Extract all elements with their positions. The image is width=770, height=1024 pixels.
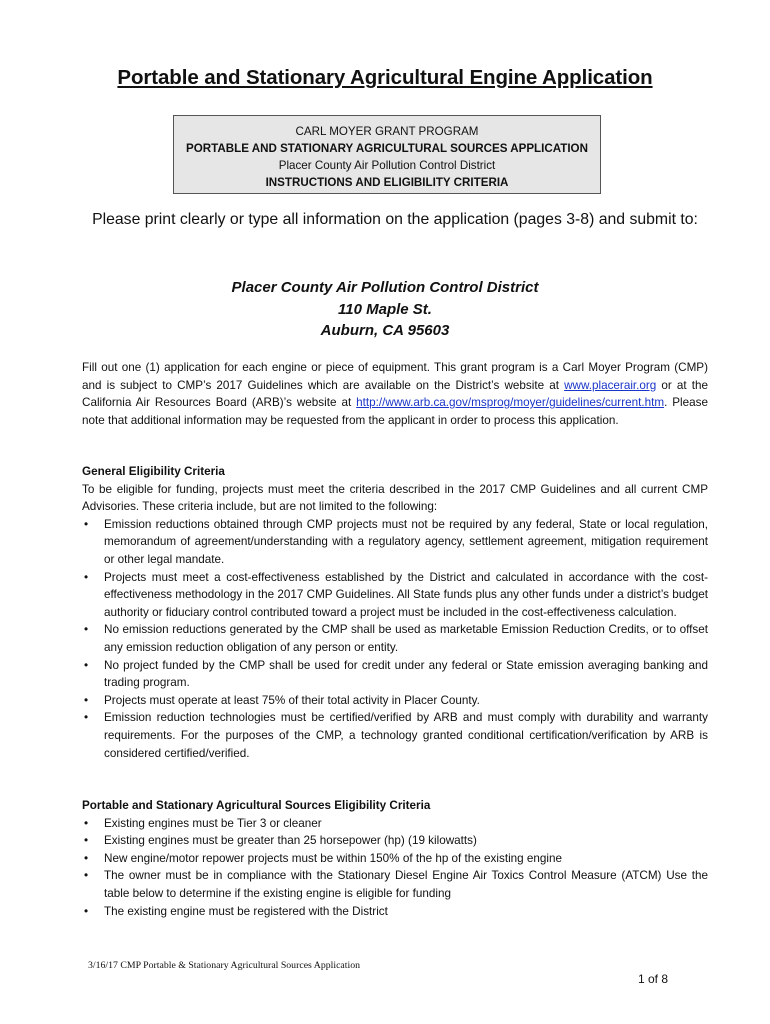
program-name: CARL MOYER GRANT PROGRAM <box>295 125 479 138</box>
address-city: Auburn, CA 95603 <box>320 322 450 339</box>
intro-text-3: . Please note that additional information may be requested from the applicant in order to process this application. <box>82 396 708 427</box>
document-title: Portable and Stationary Agricultural Engine Application <box>117 66 653 89</box>
portable-eligibility-section <box>82 797 708 920</box>
list-item: • New engine/motor repower projects must be within 150% of the hp of the existing engine <box>82 850 708 868</box>
list-item: • The existing engine must be registered with the District <box>82 903 708 921</box>
list-item: • Existing engines must be greater than 25 horsepower (hp) (19 kilowatts) <box>82 832 708 850</box>
portable-eligibility-list <box>82 815 708 921</box>
list-item: • Existing engines must be Tier 3 or cleaner <box>82 815 708 833</box>
district-name: Placer County Air Pollution Control District <box>278 159 496 172</box>
intro-paragraph <box>82 359 708 429</box>
program-header-box <box>173 115 601 194</box>
bullet-dot: • <box>84 816 89 830</box>
application-type: PORTABLE AND STATIONARY AGRICULTURAL SOURCES APPLICATION <box>186 142 588 155</box>
placerair-link[interactable]: www.placerair.org <box>564 378 657 392</box>
section-label: INSTRUCTIONS AND ELIGIBILITY CRITERIA <box>265 176 509 189</box>
list-item: • No project funded by the CMP shall be used for credit under any federal or State emission averaging banking and trading program. <box>84 658 708 690</box>
bullet-dot: • <box>84 851 89 865</box>
general-eligibility-heading: General Eligibility Criteria <box>82 465 225 478</box>
bullet-dot: • <box>84 570 89 584</box>
bullet-dot: • <box>84 869 89 883</box>
general-eligibility-intro: To be eligible for funding, projects must meet the criteria described in the 2017 CMP Guidelines and all current CMP Advisories. These criteria include, but are not limited to the following: <box>82 482 708 514</box>
mailing-address <box>0 277 770 342</box>
page-footer: 3/16/17 CMP Portable & Stationary Agricultural Sources Application <box>88 960 361 971</box>
intro-text-2: or at the California Air Resources Board (ARB)’s website at <box>82 378 708 410</box>
bullet-dot: • <box>84 658 89 672</box>
arb-guidelines-link[interactable]: http://www.arb.ca.gov/msprog/moyer/guidelines/current.htm <box>356 396 665 410</box>
address-org: Placer County Air Pollution Control District <box>231 279 539 296</box>
bullet-dot: • <box>84 693 89 707</box>
list-item: • The owner must be in compliance with the Stationary Diesel Engine Air Toxics Control Measure (ATCM) Use the table below to determine if the existing engine is eligible for funding <box>84 869 708 900</box>
bullet-dot: • <box>84 517 89 531</box>
bullet-dot: • <box>84 834 89 848</box>
intro-text-1: Fill out one (1) application for each engine or piece of equipment. This grant program is a Carl Moyer Program (CMP) and is subject to CMP’s 2017 Guidelines which are available on the District’s website at <box>82 361 708 392</box>
general-eligibility-section <box>82 463 708 762</box>
bullet-dot: • <box>84 623 89 637</box>
bullet-dot: • <box>84 904 89 918</box>
list-item: • Emission reduction technologies must be certified/verified by ARB and must comply with durability and warranty requirements. For the purposes of the CMP, a technology granted conditional certification/verification by ARB is considered certified/verified. <box>84 711 708 760</box>
portable-eligibility-heading: Portable and Stationary Agricultural Sources Eligibility Criteria <box>82 799 431 812</box>
list-item: • Projects must meet a cost-effectiveness established by the District and calculated in accordance with the cost-effectiveness methodology in the 2017 CMP Guidelines. All State funds plus any other funds under a district’s budget authority or fiduciary control contributed toward a project must be included in the cost-effectiveness calculation. <box>84 570 708 619</box>
submit-instruction: Please print clearly or type all information on the application (pages 3-8) and submit to: <box>92 211 698 228</box>
general-eligibility-list <box>82 516 708 762</box>
page-number: 1 of 8 <box>638 972 669 986</box>
list-item: • No emission reductions generated by the CMP shall be used as marketable Emission Reduction Credits, or to offset any emission reduction obligation of any person or entity. <box>84 623 708 654</box>
list-item: • Projects must operate at least 75% of their total activity in Placer County. <box>82 692 708 710</box>
list-item: • Emission reductions obtained through CMP projects must not be required by any federal, State or local regulation, memorandum of agreement/understanding with a regulatory agency, settlement agreement, mitigation requirement or other legal mandate. <box>84 517 708 566</box>
address-street: 110 Maple St. <box>338 300 432 318</box>
bullet-dot: • <box>84 711 89 725</box>
